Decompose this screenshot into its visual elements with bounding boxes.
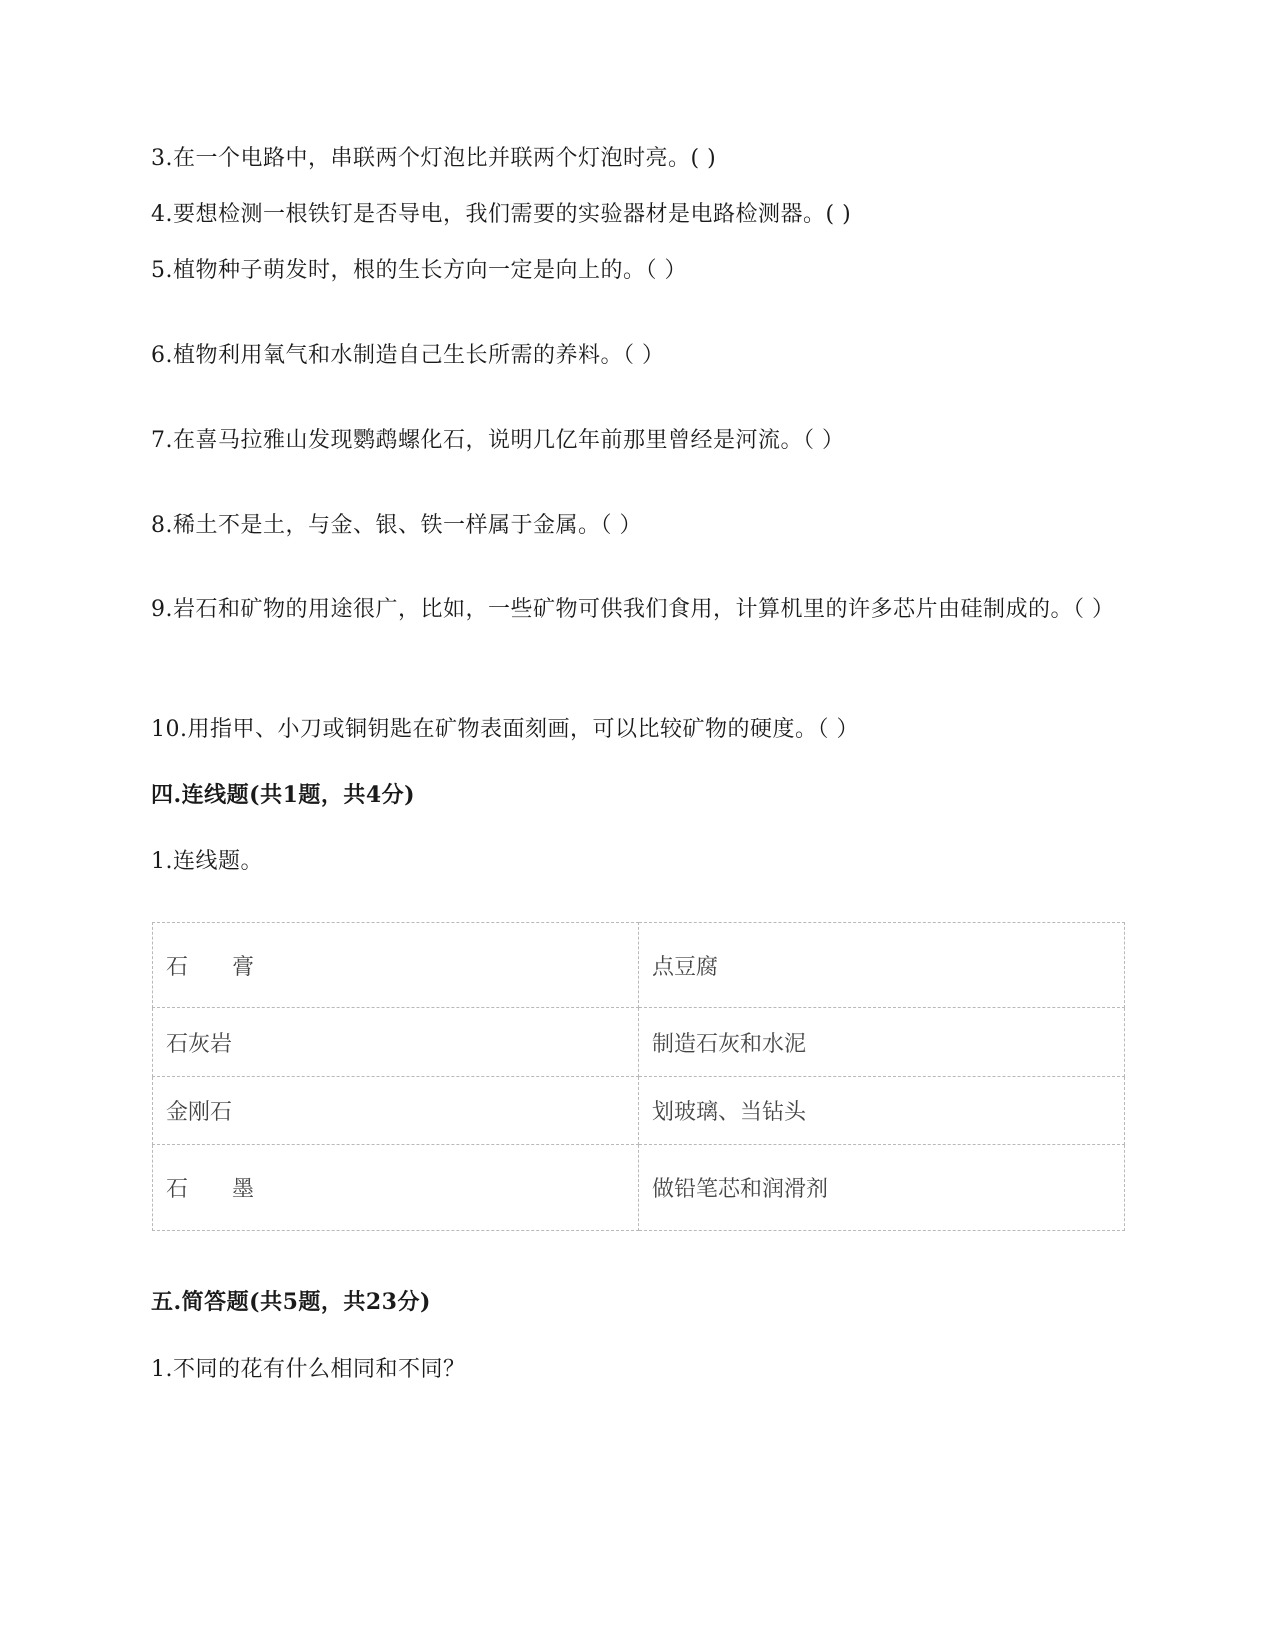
matching-table — [152, 922, 1125, 1231]
table-cell-mineral: 石 膏 — [153, 923, 639, 1008]
judge-question-3: 3.在一个电路中，串联两个灯泡比并联两个灯泡时亮。( ) — [151, 146, 717, 171]
table-cell-mineral: 石 墨 — [153, 1145, 639, 1231]
judge-question-10: 10.用指甲、小刀或铜钥匙在矿物表面刻画，可以比较矿物的硬度。（ ） — [151, 717, 859, 742]
judge-question-5: 5.植物种子萌发时，根的生长方向一定是向上的。（ ） — [151, 258, 687, 283]
table-cell-use: 划玻璃、当钻头 — [639, 1077, 1125, 1145]
section-heading-short-answer: 五.简答题(共5题，共23分) — [151, 1289, 431, 1315]
table-row — [153, 1077, 1125, 1145]
table-row — [153, 1008, 1125, 1077]
table-cell-mineral: 石灰岩 — [153, 1008, 639, 1077]
table-cell-use: 做铅笔芯和润滑剂 — [639, 1145, 1125, 1231]
judge-question-9: 9.岩石和矿物的用途很广，比如，一些矿物可供我们食用，计算机里的许多芯片由硅制成的。（ ） — [151, 597, 1115, 622]
table-cell-use: 点豆腐 — [639, 923, 1125, 1008]
table-row — [153, 923, 1125, 1008]
table-row — [153, 1145, 1125, 1231]
short-answer-question-1: 1.不同的花有什么相同和不同？ — [151, 1357, 466, 1382]
table-cell-use: 制造石灰和水泥 — [639, 1008, 1125, 1077]
table-cell-mineral: 金刚石 — [153, 1077, 639, 1145]
judge-question-6: 6.植物利用氧气和水制造自己生长所需的养料。（ ） — [151, 343, 665, 368]
judge-question-4: 4.要想检测一根铁钉是否导电，我们需要的实验器材是电路检测器。( ) — [151, 202, 852, 227]
section-heading-matching: 四.连线题(共1题，共4分) — [151, 782, 416, 808]
judge-question-7: 7.在喜马拉雅山发现鹦鹉螺化石，说明几亿年前那里曾经是河流。（ ） — [151, 428, 845, 453]
matching-question-1: 1.连线题。 — [151, 849, 263, 874]
judge-question-8: 8.稀土不是土，与金、银、铁一样属于金属。（ ） — [151, 513, 642, 538]
